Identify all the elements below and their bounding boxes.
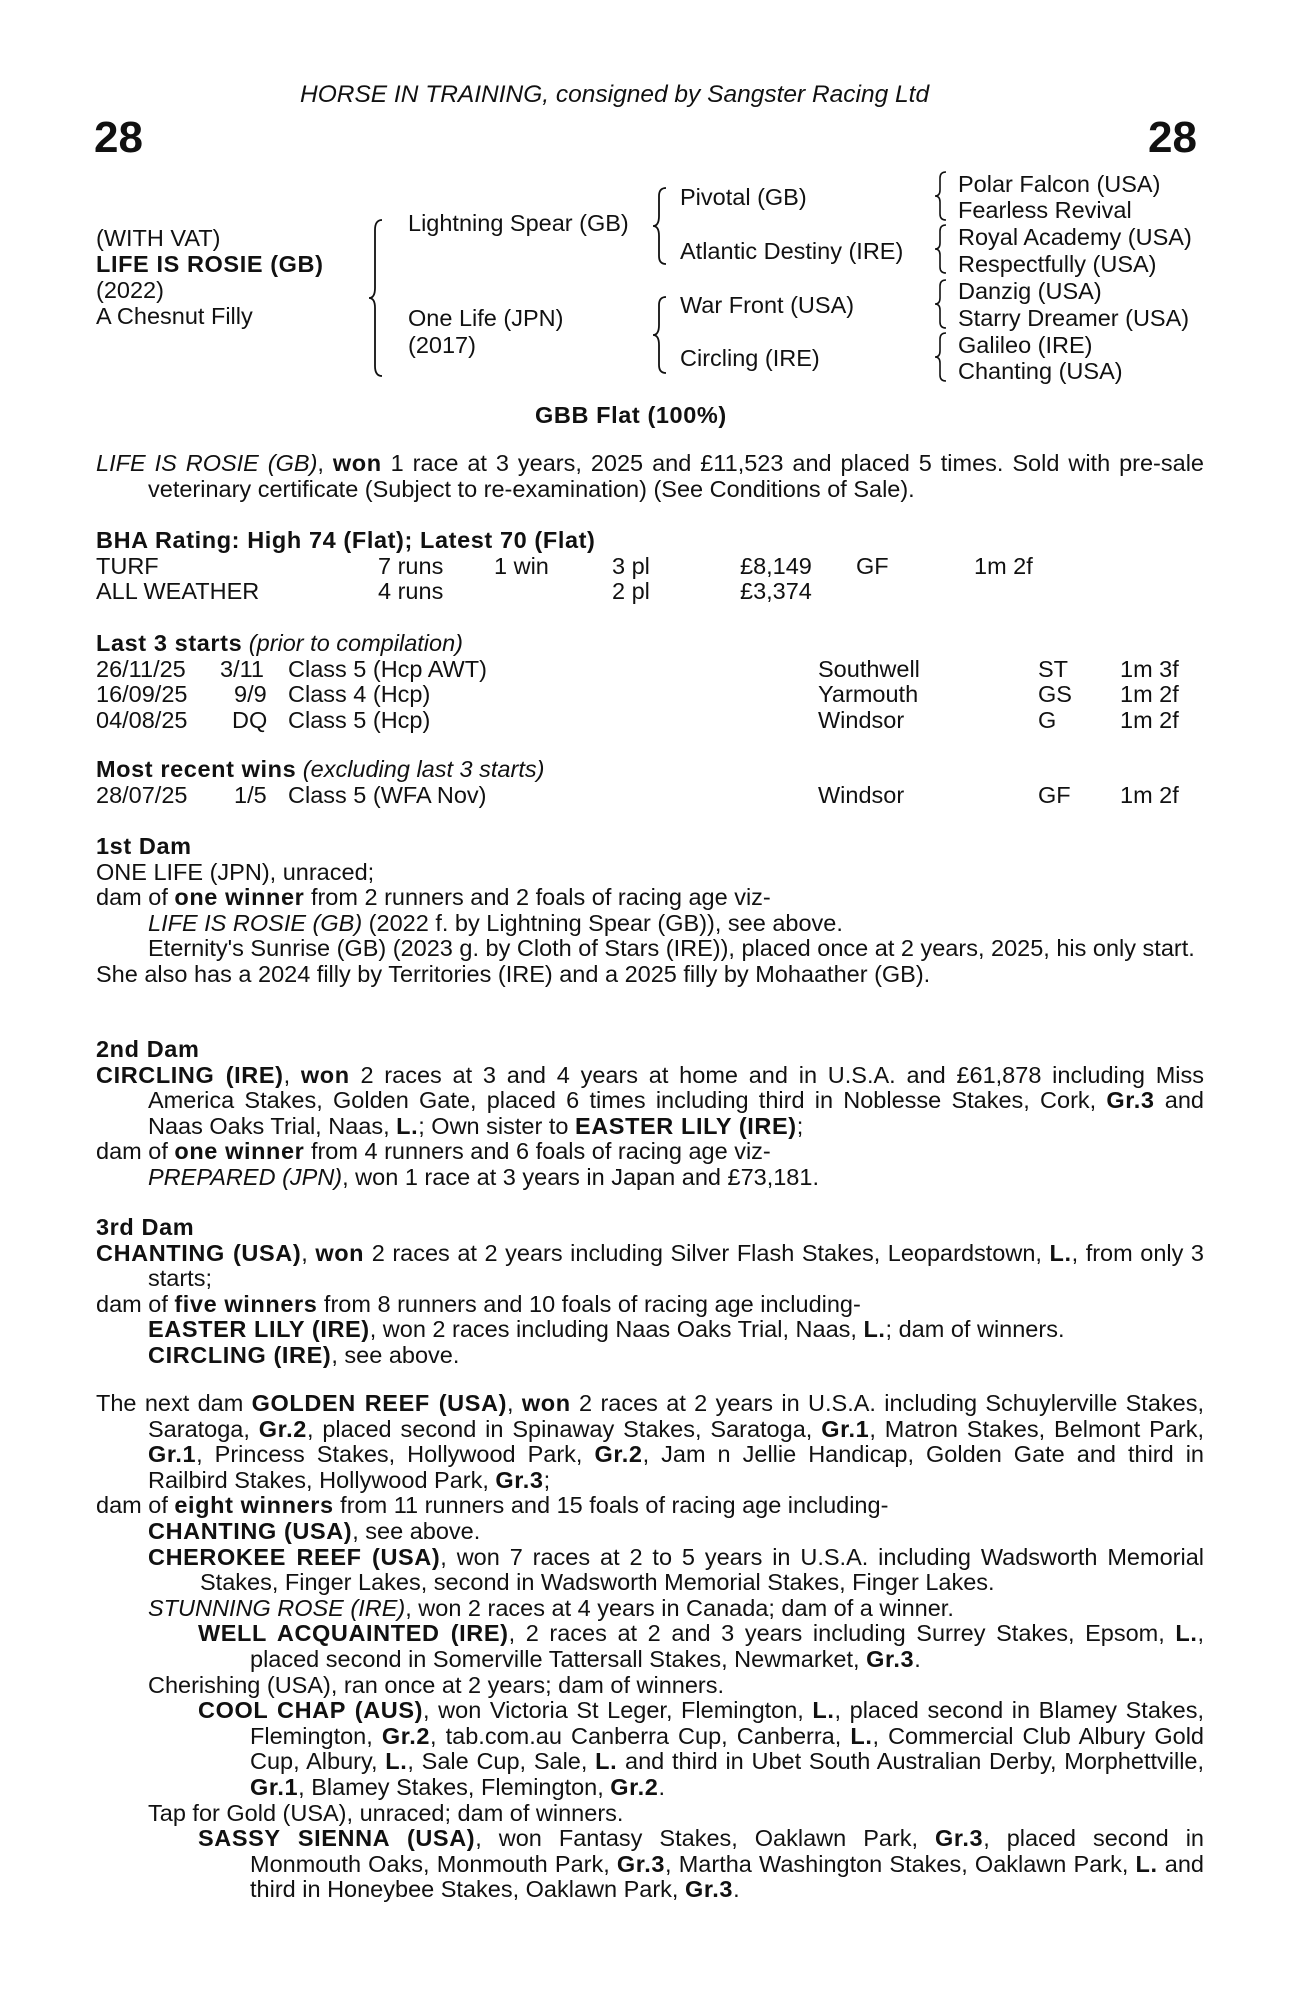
progeny-text: and third in Honeybee Stakes, Oaklawn Park, [250, 1850, 1204, 1903]
first-dam-section [96, 834, 1204, 988]
third-dam-won: won [315, 1239, 365, 1266]
progeny-text: , Blamey Stakes, Flemington, [298, 1773, 611, 1800]
grade-label: Gr.3 [495, 1466, 544, 1493]
third-dam-title: 3rd Dam [96, 1214, 195, 1240]
progeny-text: , tab.com.au Canberra Cup, Canberra, [430, 1722, 851, 1749]
third-dam-dam-of: dam of [96, 1290, 175, 1317]
grade-label: Gr.2 [594, 1441, 643, 1468]
sire-name: Lightning Spear (GB) [408, 210, 629, 236]
progeny-text: , won Victoria St Leger, Flemington, [423, 1697, 813, 1724]
first-dam-title: 1st Dam [96, 833, 192, 859]
start-course: Yarmouth [818, 681, 919, 708]
grade-label: Gr.3 [935, 1825, 984, 1852]
summary-horse-name: LIFE IS ROSIE (GB) [96, 450, 318, 476]
recent-wins-title: Most recent wins [96, 756, 297, 782]
progeny-text: , placed second in Blamey Stakes, Flemington, [250, 1697, 1204, 1749]
rating-placed: 2 pl [612, 578, 650, 605]
gen3-ancestor-5: Danzig (USA) [958, 278, 1102, 304]
next-dam-text: , Matron Stakes, Belmont Park, [869, 1415, 1204, 1442]
rating-surface: ALL WEATHER [96, 578, 260, 605]
start-date: 26/11/25 [96, 655, 186, 682]
progeny-name: PREPARED (JPN) [148, 1163, 343, 1190]
lot-number-left: 28 [94, 113, 143, 162]
rating-wins: 1 win [494, 552, 549, 579]
next-dam-dam-of: dam of [96, 1492, 175, 1519]
second-dam-winners: one winner [174, 1138, 305, 1165]
last-starts-title: Last 3 starts [96, 630, 243, 656]
grade-label: Gr.3 [684, 1876, 734, 1903]
progeny-name: COOL CHAP (AUS) [198, 1697, 424, 1724]
rating-title: BHA Rating: High 74 (Flat); Latest 70 (Flat) [96, 527, 596, 553]
third-dam-runners: from 8 runners and 10 foals of racing age including- [317, 1290, 861, 1317]
next-dam-name: GOLDEN REEF (USA) [251, 1390, 508, 1416]
next-dam-text: , Jam n Jellie Handicap, Golden Gate and third in Railbird Stakes, Hollywood Park, [148, 1441, 1204, 1493]
third-dam-winners: five winners [174, 1290, 318, 1317]
start-row [96, 657, 1204, 683]
progeny-text: , Sale Cup, Sale, [407, 1748, 596, 1775]
progeny-text: ; dam of winners. [885, 1316, 1065, 1343]
second-dam-dam-of: dam of [96, 1138, 175, 1165]
progeny-entry: Tap for Gold (USA), unraced; dam of winners. [148, 1799, 624, 1826]
listed-label: L. [812, 1697, 835, 1724]
listed-label: L. [1049, 1239, 1072, 1266]
next-dam-text: ; [543, 1466, 551, 1493]
second-dam-text: ; [796, 1112, 804, 1139]
gen3-ancestor-3: Royal Academy (USA) [958, 224, 1192, 250]
sire-sire: Pivotal (GB) [680, 184, 807, 210]
progeny-text: , Commercial Club Albury Gold Cup, Albury, [250, 1722, 1204, 1775]
brace-gen2-top [652, 186, 672, 266]
start-race: Class 5 (Hcp) [288, 706, 431, 733]
grade-label: Gr.2 [258, 1415, 307, 1442]
progeny-text: (2022 f. by Lightning Spear (GB)), see above. [362, 909, 843, 936]
second-dam-text: 2 races at 3 and 4 years at home and in U.S.A. and £61,878 including Miss America Stakes, Golden Gate, placed 6 times including third in Noblesse Stakes, Cork, [148, 1061, 1204, 1114]
rating-prize: £3,374 [740, 578, 812, 605]
progeny-name: STUNNING ROSE (IRE) [148, 1594, 406, 1621]
horse-description: A Chesnut Filly [96, 303, 253, 329]
rating-placed: 3 pl [612, 552, 650, 579]
listed-label: L. [1135, 1850, 1158, 1877]
progeny-text: , won 2 races including Naas Oaks Trial, Naas, [369, 1316, 864, 1343]
catalogue-heading: HORSE IN TRAINING, consigned by Sangster Racing Ltd [300, 81, 930, 108]
gen3-ancestor-1: Polar Falcon (USA) [958, 171, 1161, 197]
start-row [96, 682, 1204, 708]
first-dam-dam-of: dam of [96, 884, 175, 911]
win-date: 28/07/25 [96, 781, 188, 808]
progeny-name: SASSY SIENNA (USA) [198, 1825, 476, 1852]
progeny-text: , won 7 races at 2 to 5 years in U.S.A. including Wadsworth Memorial Stakes, Finger Lakes, second in Wadsworth Memorial Stakes, Finger Lakes. [200, 1543, 1204, 1596]
win-course: Windsor [818, 781, 905, 808]
start-row [96, 708, 1204, 734]
grade-label: Gr.1 [821, 1415, 870, 1442]
brace-gen3-1 [934, 170, 950, 222]
progeny-text: , 2 races at 2 and 3 years including Surrey Stakes, Epsom, [508, 1620, 1176, 1647]
brace-gen2-bottom [652, 295, 672, 375]
next-dam-intro: The next dam [96, 1390, 252, 1416]
start-course: Southwell [818, 655, 920, 682]
grade-label: Gr.1 [250, 1773, 299, 1800]
listed-label: L. [595, 1748, 618, 1775]
gen3-ancestor-6: Starry Dreamer (USA) [958, 305, 1190, 331]
start-race: Class 5 (Hcp AWT) [288, 655, 487, 682]
rating-runs: 4 runs [378, 578, 444, 605]
progeny-name: CIRCLING (IRE) [148, 1341, 332, 1368]
recent-wins-section [96, 757, 1204, 808]
summary-text: 1 race at 3 years, 2025 and £11,523 and placed 5 times. Sold with pre-sale veterinary certificate (Subject to re-examination) (See Conditions of Sale). [148, 450, 1204, 502]
grade-label: Gr.2 [610, 1773, 659, 1800]
third-dam-section: 3rd Dam CHANTING (USA), won 2 races at 2 years including Silver Flash Stakes, Leopardstown, L., from only 3 starts; dam of five winners from 8 runners and 10 foals of racing age including- EASTER LILY (IRE), won 2 races including Naas Oaks Trial, Naas, L.; dam of winners. CIRCLING (IRE), see above. [96, 1214, 1205, 1368]
rating-prize: £8,149 [740, 552, 812, 579]
dam-sire: War Front (USA) [680, 292, 855, 318]
next-dam-winners: eight winners [174, 1492, 334, 1519]
gen3-ancestor-4: Respectfully (USA) [958, 251, 1157, 277]
progeny-text: . [914, 1645, 921, 1672]
third-dam-name: CHANTING (USA) [96, 1239, 302, 1266]
rating-row-turf [96, 554, 1204, 580]
lot-number-right: 28 [1148, 113, 1197, 162]
second-dam-won: won [300, 1061, 350, 1088]
second-dam-runners: from 4 runners and 6 foals of racing age viz- [304, 1138, 771, 1165]
horse-name: LIFE IS ROSIE (GB) [96, 251, 324, 277]
second-dam-text: ; Own sister to [418, 1112, 575, 1139]
gen3-ancestor-2: Fearless Revival [958, 197, 1132, 223]
first-dam-winners: one winner [174, 884, 305, 911]
first-dam-runners: from 2 runners and 2 foals of racing age viz- [304, 884, 771, 911]
next-dam-section: The next dam GOLDEN REEF (USA), won 2 races at 2 years in U.S.A. including Schuylerville Stakes, Saratoga, Gr.2, placed second in Spinaway Stakes, Saratoga, Gr.1, Matron Stakes, Belmont Park, Gr.1, Princess Stakes, Hollywood Park, Gr.2, Jam n Jellie Handicap, Golden Gate and third in Railbird Stakes, Hollywood Park, Gr.3; dam of eight winners from 11 runners and 15 foals of racing age including- CHANTING (USA), see above. CHEROKEE REEF (USA), won 7 races at 2 to 5 years in U.S.A. including Wadsworth Memorial Stakes, Finger Lakes, second in Wadsworth Memorial Stakes, Finger Lakes. STUNNING ROSE (IRE), won 2 races at 4 years in Canada; dam of a winner. WELL ACQUAINTED (IRE), 2 races at 2 and 3 years including Surrey Stakes, Epsom, L., placed second in Somerville Tattersall Stakes, Newmarket, Gr.3. Cherishing (USA), ran once at 2 years; dam of winners. COOL CHAP (AUS), won Victoria St Leger, Flemington, L., placed second in Blamey Stakes, Flemington, Gr.2, tab.com.au Canberra Cup, Canberra, L., Commercial Club Albury Gold Cup, Albury, L., Sale Cup, Sale, L. and third in Ubet South Australian Derby, Morphettville, Gr.1, Blamey Stakes, Flemington, Gr.2. Tap for Gold (USA), unraced; dam of winners. SASSY SIENNA (USA), won Fantasy Stakes, Oaklawn Park, Gr.3, placed second in Monmouth Oaks, Monmouth Park, Gr.3, Martha Washington Stakes, Oaklawn Park, L. and third in Honeybee Stakes, Oaklawn Park, Gr.3. [96, 1390, 1205, 1903]
sister-name: EASTER LILY (IRE) [574, 1112, 797, 1139]
start-date: 16/09/25 [96, 681, 188, 708]
first-dam-extra: She also has a 2024 filly by Territories (IRE) and a 2025 filly by Mohaather (GB). [96, 960, 931, 987]
win-row [96, 783, 1204, 809]
rating-section [96, 528, 1204, 605]
listed-label: L. [1175, 1620, 1198, 1647]
rating-surface: TURF [96, 552, 159, 579]
start-distance: 1m 2f [1120, 681, 1179, 708]
sire-dam: Atlantic Destiny (IRE) [680, 238, 904, 264]
start-distance: 1m 3f [1120, 655, 1179, 682]
horse-summary: LIFE IS ROSIE (GB), won 1 race at 3 years, 2025 and £11,523 and placed 5 times. Sold with pre-sale veterinary certificate (Subject to re-examination) (See Conditions of Sale). [96, 450, 1204, 502]
start-going: G [1038, 706, 1057, 733]
next-dam-text: , placed second in Spinaway Stakes, Saratoga, [306, 1415, 822, 1442]
grade-label: Gr.3 [866, 1645, 915, 1672]
rating-row-all-weather [96, 579, 1204, 605]
horse-year: (2022) [96, 277, 164, 303]
start-going: GS [1038, 681, 1072, 708]
progeny-text: . [733, 1876, 740, 1903]
win-race: Class 5 (WFA Nov) [288, 781, 487, 808]
gen3-ancestor-7: Galileo (IRE) [958, 332, 1093, 358]
progeny-text: , see above. [352, 1517, 481, 1544]
progeny-name: CHANTING (USA) [148, 1517, 353, 1544]
grade-label: Gr.1 [148, 1441, 197, 1468]
brace-gen1 [368, 218, 388, 378]
progeny-text: , won 2 races at 4 years in Canada; dam of a winner. [405, 1594, 954, 1621]
brace-gen3-3 [934, 278, 950, 330]
progeny-text: , Martha Washington Stakes, Oaklawn Park, [665, 1850, 1136, 1877]
next-dam-text: , Princess Stakes, Hollywood Park, [196, 1441, 595, 1468]
start-position: 9/9 [234, 681, 267, 708]
progeny-text: , placed second in Monmouth Oaks, Monmouth Park, [250, 1825, 1205, 1877]
dam-dam: Circling (IRE) [680, 345, 820, 371]
summary-won: won [332, 450, 382, 476]
progeny-entry: Eternity's Sunrise (GB) (2023 g. by Cloth of Stars (IRE)), placed once at 2 years, 2025, his only start. [148, 935, 1195, 962]
progeny-entry: Cherishing (USA), ran once at 2 years; dam of winners. [148, 1671, 725, 1698]
progeny-name: EASTER LILY (IRE) [148, 1316, 370, 1343]
progeny-text: , won Fantasy Stakes, Oaklawn Park, [475, 1825, 936, 1852]
grade-label: Gr.3 [616, 1850, 666, 1877]
start-position: 3/11 [220, 655, 264, 682]
third-dam-text: 2 races at 2 years including Silver Flash Stakes, Leopardstown, [364, 1239, 1050, 1266]
recent-wins-note: (excluding last 3 starts) [302, 756, 545, 782]
progeny-name: LIFE IS ROSIE (GB) [148, 909, 363, 936]
listed-label: L. [396, 1112, 419, 1139]
rating-distance: 1m 2f [974, 552, 1033, 579]
progeny-text: and third in Ubet South Australian Derby, Morphettville, [617, 1748, 1205, 1775]
listed-label: L. [850, 1722, 873, 1749]
progeny-name: CHEROKEE REEF (USA) [148, 1543, 441, 1570]
grade-label: Gr.3 [1106, 1087, 1155, 1114]
progeny-text: , see above. [331, 1341, 460, 1368]
last-starts-note: (prior to compilation) [248, 630, 463, 656]
start-distance: 1m 2f [1120, 706, 1179, 733]
win-going: GF [1038, 781, 1071, 808]
listed-label: L. [863, 1316, 886, 1343]
gbb-label: GBB Flat (100%) [535, 402, 727, 428]
dam-year: (2017) [408, 332, 476, 358]
first-dam-line: ONE LIFE (JPN), unraced; [96, 858, 375, 885]
next-dam-won: won [521, 1390, 571, 1416]
second-dam-text: and Naas Oaks Trial, Naas, [148, 1087, 1204, 1139]
start-date: 04/08/25 [96, 706, 188, 733]
progeny-name: WELL ACQUAINTED (IRE) [198, 1620, 509, 1647]
progeny-text: . [658, 1773, 665, 1800]
second-dam-name: CIRCLING (IRE) [96, 1061, 284, 1088]
start-position: DQ [232, 706, 268, 733]
win-distance: 1m 2f [1120, 781, 1179, 808]
rating-going: GF [856, 552, 889, 579]
progeny-text: , placed second in Somerville Tattersall Stakes, Newmarket, [250, 1620, 1204, 1672]
brace-gen3-2 [934, 223, 950, 275]
dam-name: One Life (JPN) [408, 305, 564, 331]
second-dam-title: 2nd Dam [96, 1036, 200, 1062]
progeny-text: , won 1 race at 3 years in Japan and £73,181. [342, 1163, 819, 1190]
listed-label: L. [385, 1748, 408, 1775]
next-dam-text: 2 races at 2 years in U.S.A. including Schuylerville Stakes, Saratoga, [148, 1390, 1205, 1442]
start-race: Class 4 (Hcp) [288, 681, 431, 708]
grade-label: Gr.2 [381, 1722, 431, 1749]
gen3-ancestor-8: Chanting (USA) [958, 358, 1123, 384]
vat-label: (WITH VAT) [96, 225, 221, 251]
last-starts-section [96, 631, 1204, 733]
second-dam-section: 2nd Dam CIRCLING (IRE), won 2 races at 3 and 4 years at home and in U.S.A. and £61,878 including Miss America Stakes, Golden Gate, placed 6 times including third in Noblesse Stakes, Cork, Gr.3 and Naas Oaks Trial, Naas, L.; Own sister to EASTER LILY (IRE); dam of one winner from 4 runners and 6 foals of racing age viz- PREPARED (JPN), won 1 race at 3 years in Japan and £73,181. [96, 1036, 1204, 1190]
start-going: ST [1038, 655, 1069, 682]
win-position: 1/5 [234, 781, 267, 808]
brace-gen3-4 [934, 331, 950, 383]
rating-runs: 7 runs [378, 552, 444, 579]
third-dam-text: , from only 3 starts; [148, 1239, 1205, 1292]
start-course: Windsor [818, 706, 905, 733]
next-dam-runners: from 11 runners and 15 foals of racing age including- [333, 1492, 889, 1519]
